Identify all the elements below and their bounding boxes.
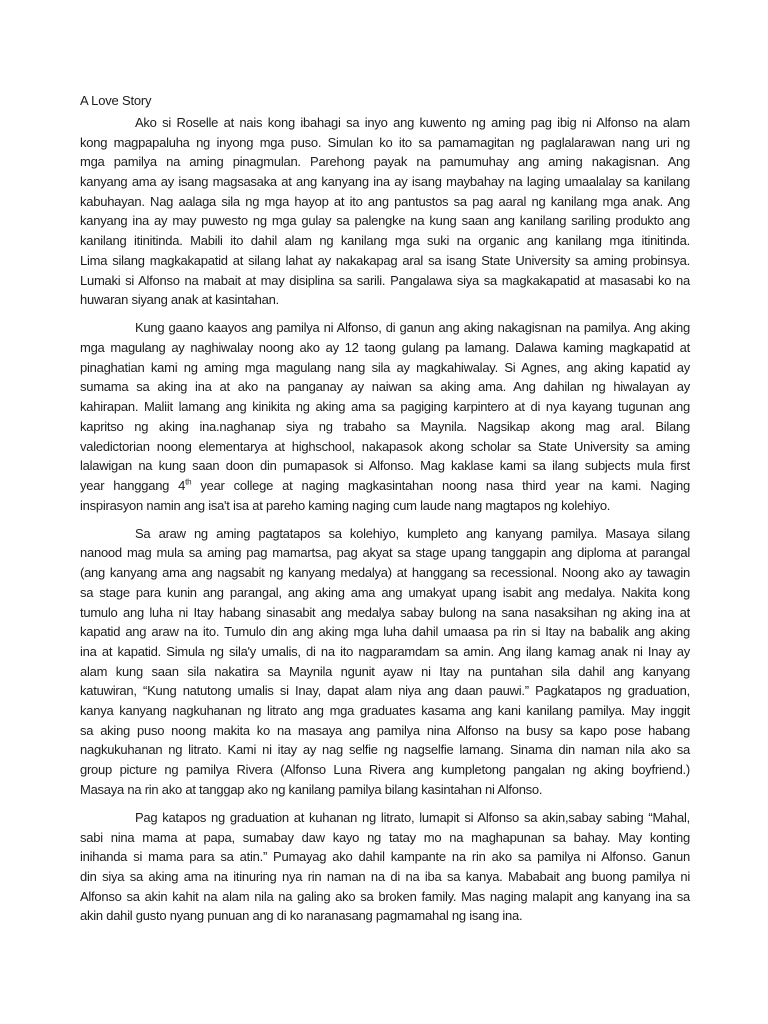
document-body <box>80 113 690 935</box>
text-line: Pag katapos ng graduation at kuhanan ng litrato, lumapit si Alfonso sa akin,sabay sabing “Mahal, <box>135 809 690 825</box>
text-line: Sa araw ng aming pagtatapos sa kolehiyo, kumpleto ang kanyang pamilya. Masaya silang <box>135 525 690 541</box>
text-segment: year college at naging magkasintahan noong nasa third year na kami. Naging <box>191 477 690 493</box>
text-line: Alfonso sa akin kahit na alam nila na galing ako sa broken family. Mas naging malapit ang kanyang ina sa <box>80 888 690 904</box>
text-line: nagkukuhanan ng litrato. Kami ni itay ay nag selfie ng nagselfie lamang. Sinama din naman nila ako sa <box>80 742 690 758</box>
text-line: Ako si Roselle at nais kong ibahagi sa inyo ang kuwento ng aming pag ibig ni Alfonso na alam <box>135 115 690 130</box>
text-line: tumulo ang luha ni Itay habang sinasabit ang medalya sabay bulong na sana nasaksihan ng aking ina at <box>80 604 690 620</box>
text-line: mga pamilya na aming pinagmulan. Parehong payak na pamumuhay ang aming nakagisnan. Ang <box>80 154 690 170</box>
text-line: Lumaki si Alfonso na mabait at may disiplina sa sarili. Pangalawa siya sa magkakapatid at masasabi ko na <box>80 272 690 288</box>
text-line: alam kung saan sila nakatira sa Maynila ngunit ayaw ni Itay na puntahan sila dahil ang kanyang <box>80 663 690 679</box>
paragraph <box>80 318 690 515</box>
text-line: kong magpapaluha ng inyong mga puso. Simulan ko ito sa pamamagitan ng paglalarawan nang uri ng <box>80 134 690 150</box>
text-line: sa aking puso noong makita ko na masaya ang pamilya nina Alfonso na busy sa kapo pose habang <box>80 722 690 738</box>
text-line: din siya sa aking ama na itinuring nya rin naman na di na iba sa kanya. Mababait ang buong pamilya ni <box>80 868 690 884</box>
text-line: huwaran siyang anak at kasintahan. <box>80 292 279 308</box>
text-line: ina at kapatid. Simula ng sila'y umalis, di na ito nagparamdam sa amin. Ang ilang kamag anak ni Inay ay <box>80 643 690 659</box>
text-line: Masaya na rin ako at tanggap ako ng kanilang pamilya bilang kasintahan ni Alfonso. <box>80 781 543 797</box>
text-line: mga magulang ay naghiwalay noong ako ay 12 taong gulang pa lamang. Dalawa kaming magkapatid at <box>80 340 690 356</box>
text-line: sa stage para kunin ang parangal, ang aking ama ang umakyat upang isabit ang medalya. Nakita kong <box>80 584 690 600</box>
text-line: Kung gaano kaayos ang pamilya ni Alfonso, di ganun ang aking nakagisnan na pamilya. Ang aking <box>135 320 690 336</box>
text-line: nanood mag mula sa aming pag mamartsa, pag akyat sa stage upang tanggapin ang diploma at parangal <box>80 545 690 561</box>
text-line: kanyang ama ay isang magsasaka at ang kanyang ina ay isang maybahay na laging umaalalay sa kanilang <box>80 174 690 190</box>
text-segment: year hanggang 4 <box>80 477 186 493</box>
text-line: inspirasyon namin ang isa't isa at pareho kaming naging cum laude nang magtapos ng kolehiyo. <box>80 497 611 513</box>
paragraph <box>80 113 690 310</box>
text-line: akin dahil gusto nyang punuan ang di ko naranasang pagmamahal ng isang ina. <box>80 908 523 924</box>
text-line: kahirapan. Maliit lamang ang kinikita ng aking ama sa pagiging karpintero at di nya kayang tugunan ang <box>80 399 690 415</box>
text-line: kanyang ina ay may puwesto ng mga gulay sa palengke na kung saan ang kanilang sariling produkto ang <box>80 213 690 229</box>
paragraph <box>80 524 690 800</box>
text-line: kanya kanyang nagkuhanan ng litrato ang mga graduates kasama ang kani kanilang pamilya. May inggit <box>80 702 690 718</box>
text-line: katuwiran, “Kung natutong umalis si Inay, dapat alam niya ang daan pauwi.” Pagkatapos ng graduation, <box>80 683 690 699</box>
text-line: inihanda si mama para sa atin.” Pumayag ako dahil kampante na rin ako sa pamilya ni Alfonso. Ganun <box>80 849 690 865</box>
document-title: A Love Story <box>80 93 152 108</box>
text-line: (ang kanyang ama ang nagsabit ng kanyang medalya) at hanggang sa recessional. Noong ako ay tawagin <box>80 565 690 581</box>
text-line: valedictorian noong elementarya at highschool, nakapasok akong scholar sa State University sa aming <box>80 438 690 454</box>
superscript: th <box>185 477 192 487</box>
text-line: kabuhayan. Nag aalaga sila ng mga hayop at ito ang pantustos sa pag aaral ng kanilang mga anak. Ang <box>80 193 690 209</box>
text-line: sumama sa aking ina at ako na panganay ay naiwan sa aking ama. Ang dahilan ng hiwalayan ay <box>80 379 690 395</box>
text-line: kanilang itinitinda. Mabili ito dahil alam ng kanilang mga suki na organic ang kanilang mga itinitinda. <box>80 233 690 249</box>
text-line: pinaghatian kami ng aming mga magulang nang sila ay magkahiwalay. Si Agnes, ang aking kapatid ay <box>80 359 690 375</box>
text-line: Lima silang magkakapatid at silang lahat ay nakakapag aral sa isang State University sa aming probinsya. <box>80 252 690 268</box>
text-line: group picture ng pamilya Rivera (Alfonso Luna Rivera ang kumpletong pangalan ng aking boyfriend.) <box>80 762 690 777</box>
text-line: sabi nina mama at papa, sumabay daw kayo ng tatay mo na maghapunan sa bahay. May konting <box>80 829 690 845</box>
text-line: kapritso ng aking ina.naghanap siya ng trabaho sa Maynila. Nagsikap akong mag aral. Bilang <box>80 418 690 434</box>
text-line: kapatid ang araw na ito. Tumulo din ang aking mga luha dahil umaasa pa rin si Itay na babalik ang aking <box>80 624 690 640</box>
text-line: lalawigan na kung saan doon din pumapasok si Alfonso. Mag kaklase kami sa ilang subjects mula first <box>80 458 690 474</box>
text-line <box>80 476 690 496</box>
paragraph <box>80 808 690 926</box>
